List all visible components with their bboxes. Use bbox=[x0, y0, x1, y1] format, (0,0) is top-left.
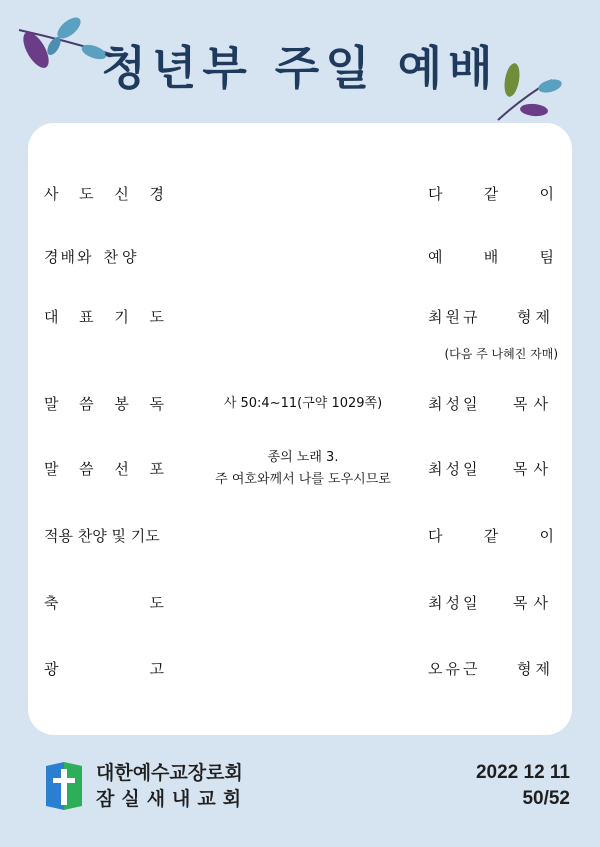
scripture-reference: 사 50:4~11(구약 1029쪽) bbox=[223, 396, 383, 411]
worship-leader: 최성일 목사 bbox=[428, 460, 554, 478]
worship-row-benediction bbox=[28, 588, 572, 618]
worship-row-creed bbox=[28, 179, 572, 209]
worship-row-reading bbox=[28, 389, 572, 419]
worship-row-response bbox=[28, 521, 572, 551]
worship-leader: 오유근 형제 bbox=[428, 660, 554, 678]
worship-leader: 예 배 팀 bbox=[428, 248, 554, 266]
sermon-title bbox=[188, 447, 418, 491]
worship-row-announcements bbox=[28, 654, 572, 684]
page-title: 청년부 주일 예배 bbox=[101, 41, 499, 95]
service-date: 2022 12 11 bbox=[475, 762, 570, 783]
worship-item-label: 축 도 bbox=[44, 594, 164, 612]
worship-leader: 최원규 형제 bbox=[428, 308, 554, 326]
worship-item-label: 말 씀 봉 독 bbox=[44, 395, 164, 413]
worship-item-label: 말 씀 선 포 bbox=[44, 460, 164, 478]
sermon-title-line1: 종의 노래 3. bbox=[267, 450, 339, 465]
church-name-line: 잠실새내교회 bbox=[96, 788, 249, 810]
worship-item-label: 적용 찬양 및 기도 bbox=[44, 527, 160, 545]
order-of-worship-card bbox=[28, 123, 572, 735]
worship-row-prayer bbox=[28, 302, 572, 332]
denomination-name: 대한예수교장로회 bbox=[96, 762, 243, 784]
worship-item-label: 경배와 찬양 bbox=[44, 248, 141, 266]
worship-item-label: 사 도 신 경 bbox=[44, 185, 164, 203]
next-week-note: (다음 주 나혜진 자매) bbox=[444, 347, 558, 361]
sermon-title-line2: 주 여호와께서 나를 도우시므로 bbox=[215, 472, 391, 487]
worship-item-label: 광 고 bbox=[44, 660, 164, 678]
worship-item-label: 대 표 기 도 bbox=[44, 308, 164, 326]
church-cross-logo-icon bbox=[44, 760, 84, 812]
church-name bbox=[96, 760, 248, 812]
page-number: 50/52 bbox=[522, 788, 570, 809]
worship-leader: 최성일 목사 bbox=[428, 395, 554, 413]
worship-leader: 최성일 목사 bbox=[428, 594, 554, 612]
worship-leader: 다 같 이 bbox=[428, 185, 554, 203]
worship-leader: 다 같 이 bbox=[428, 527, 554, 545]
worship-row-praise bbox=[28, 242, 572, 272]
date-and-page bbox=[476, 760, 570, 812]
